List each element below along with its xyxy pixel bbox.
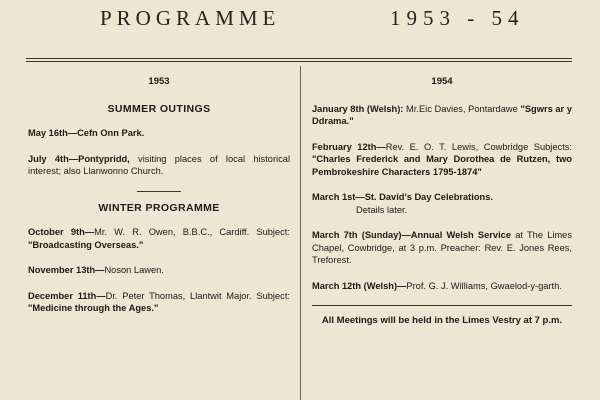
- event-text: Rev. E. O. T. Lewis, Cowbridge Subjects:: [385, 141, 573, 152]
- column-divider: [300, 66, 301, 400]
- event-date: November 13th—: [28, 265, 105, 275]
- event-date: July 4th—Pontypridd,: [28, 153, 130, 164]
- venue-note: All Meetings will be held in the Limes Vestry at 7 p.m.: [321, 315, 563, 326]
- event-entry: [312, 191, 572, 216]
- event-text: Details later.: [356, 204, 408, 215]
- event-entry: [312, 141, 572, 179]
- event-date: March 1st—St. David's Day Celebrations.: [312, 192, 493, 202]
- section-heading: WINTER PROGRAMME: [98, 201, 220, 214]
- event-date: March 7th (Sunday)—Annual Welsh Service: [312, 230, 511, 240]
- event-text: at The Limes Chapel, Cowbridge, at 3 p.m. Preacher: Rev. E. Jones Rees, Treforest.: [312, 230, 573, 265]
- event-entry: [28, 290, 290, 315]
- event-entry: [312, 103, 572, 128]
- event-date: May 16th—Cefn Onn Park.: [28, 128, 145, 138]
- year-heading: 1953: [148, 76, 170, 87]
- event-text: Dr. Peter Thomas, Llantwit Major. Subject:: [105, 290, 290, 301]
- event-entry: [312, 280, 572, 293]
- event-subject: "Medicine through the Ages.": [28, 303, 159, 313]
- short-divider: [137, 191, 181, 192]
- note-rule: [312, 305, 572, 306]
- event-subject: "Broadcasting Overseas.": [28, 239, 144, 250]
- header-rule: [26, 58, 572, 62]
- event-text: Mr.Eic Davies, Pontardawe: [403, 103, 521, 114]
- event-entry: [28, 153, 290, 178]
- event-date: October 9th—: [28, 227, 95, 237]
- event-entry: [28, 226, 290, 251]
- section-heading: SUMMER OUTINGS: [107, 102, 211, 115]
- event-entry: [28, 127, 290, 140]
- event-date: January 8th (Welsh):: [312, 103, 404, 114]
- event-date: February 12th—: [312, 141, 386, 152]
- page-title: PROGRAMME: [100, 6, 281, 30]
- event-subject: "Sgwrs ar y Ddrama.": [312, 103, 572, 126]
- event-text: Mr. W. R. Owen, B.B.C., Cardiff. Subject:: [94, 227, 290, 237]
- page-years: 1953 - 54: [390, 6, 525, 30]
- year-heading: 1954: [431, 76, 453, 87]
- event-text: Noson Lawen.: [104, 265, 164, 275]
- event-text: Prof. G. J. Williams, Gwaelod-y-garth.: [406, 280, 562, 291]
- event-subject: "Charles Frederick and Mary Dorothea de Rutzen, two Pembrokeshire Characters 1795-1874": [312, 154, 572, 177]
- event-entry: [28, 264, 290, 277]
- event-entry: [312, 229, 572, 267]
- event-date: December 11th—: [28, 290, 106, 301]
- event-text: visiting places of local historical interest; also Llanwonno Church.: [28, 153, 291, 176]
- column-1954: [312, 76, 572, 327]
- column-1953: [28, 76, 290, 328]
- event-date: March 12th (Welsh)—: [312, 280, 407, 291]
